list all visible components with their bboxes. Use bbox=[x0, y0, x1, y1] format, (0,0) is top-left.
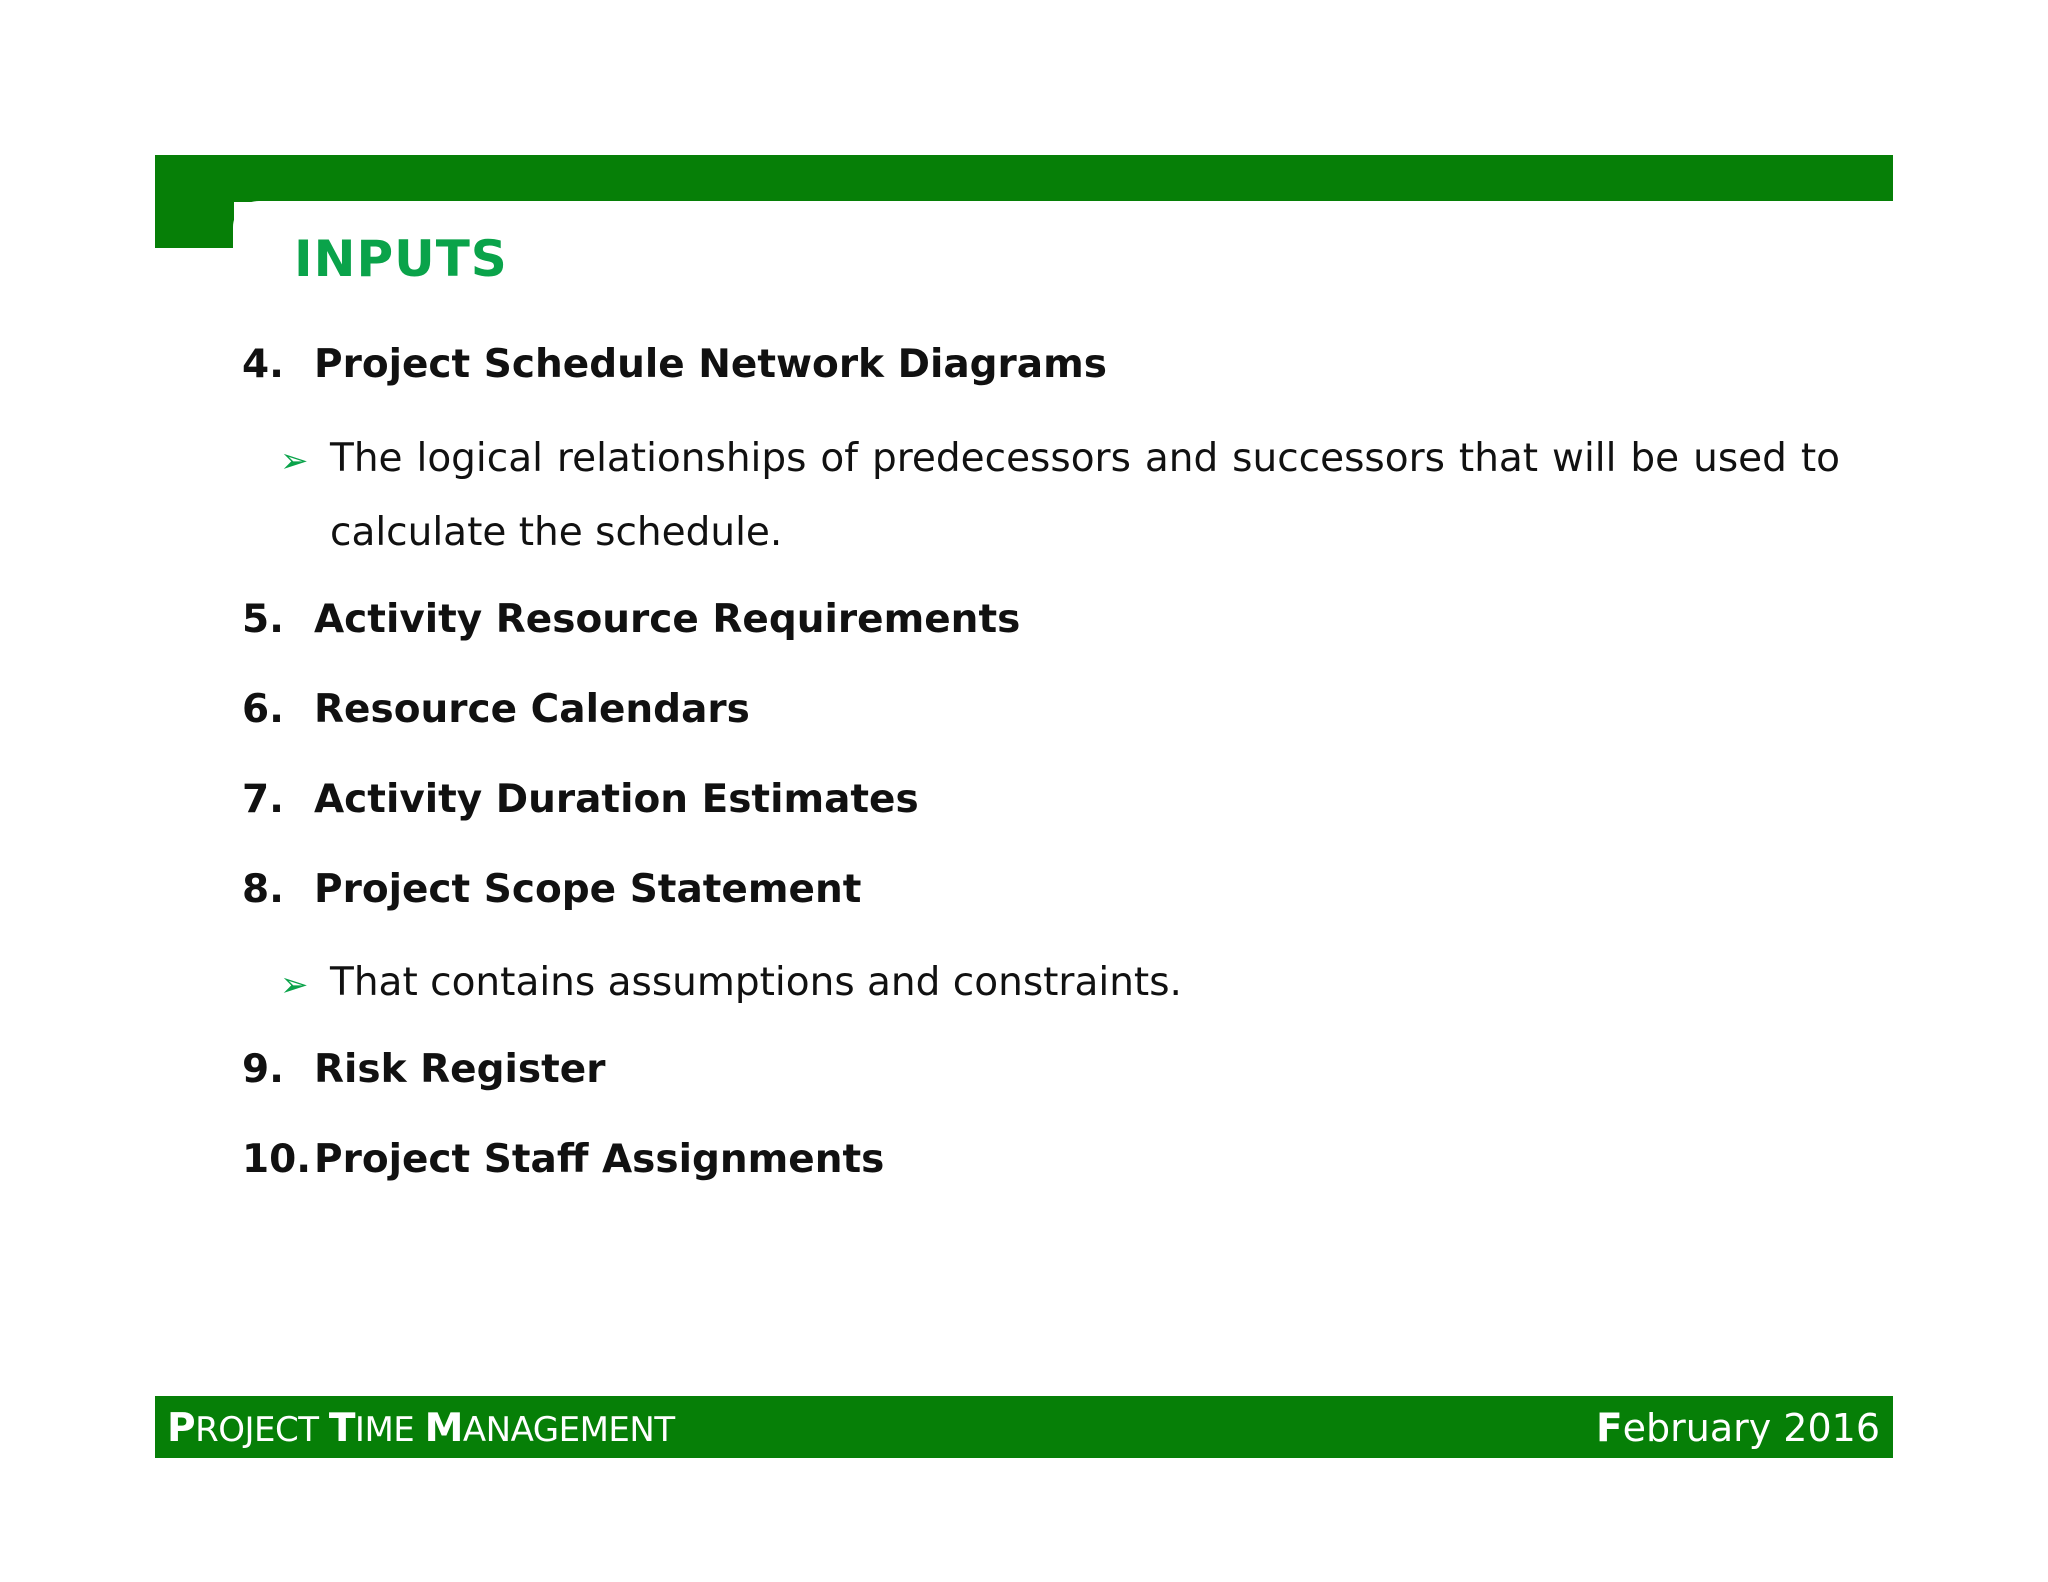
list-item-number: 7. bbox=[242, 777, 284, 822]
list-item-label: Project Staff Assignments bbox=[314, 1137, 885, 1182]
list-item-number: 5. bbox=[242, 597, 284, 642]
list-item-7 bbox=[242, 777, 919, 822]
sub-bullet-text: That contains assumptions and constraints. bbox=[330, 960, 1182, 1005]
footer-course-title: PROJECT TIME MANAGEMENT bbox=[167, 1406, 675, 1451]
list-item-8 bbox=[242, 867, 861, 912]
slide-title: INPUTS bbox=[294, 230, 508, 288]
list-item-label: Project Scope Statement bbox=[314, 867, 862, 912]
sub-bullet-text: The logical relationships of predecessors and successors that will be used to calculate the schedule. bbox=[330, 436, 1840, 555]
footer-date: February 2016 bbox=[1595, 1406, 1880, 1451]
list-item-label: Project Schedule Network Diagrams bbox=[314, 342, 1107, 387]
arrow-bullet-icon: ➢ bbox=[280, 965, 309, 1005]
list-item-10 bbox=[242, 1137, 884, 1182]
header-bar bbox=[155, 155, 1893, 202]
header-tab bbox=[155, 200, 234, 248]
list-item-label: Activity Resource Requirements bbox=[314, 597, 1021, 642]
list-item-9 bbox=[242, 1047, 605, 1092]
list-item-label: Risk Register bbox=[314, 1047, 606, 1092]
list-item-4 bbox=[242, 342, 1107, 387]
list-item-number: 6. bbox=[242, 687, 284, 732]
list-item-6 bbox=[242, 687, 750, 732]
list-item-number: 4. bbox=[242, 342, 284, 387]
list-item-number: 10. bbox=[242, 1137, 312, 1182]
footer-bar bbox=[155, 1396, 1893, 1458]
sub-bullet-item-4 bbox=[280, 422, 1840, 570]
list-item-number: 8. bbox=[242, 867, 284, 912]
list-item-5 bbox=[242, 597, 1020, 642]
list-item-label: Resource Calendars bbox=[314, 687, 750, 732]
sub-bullet-item-8 bbox=[280, 946, 1840, 1022]
list-item-number: 9. bbox=[242, 1047, 284, 1092]
arrow-bullet-icon: ➢ bbox=[280, 441, 309, 481]
list-item-label: Activity Duration Estimates bbox=[314, 777, 919, 822]
